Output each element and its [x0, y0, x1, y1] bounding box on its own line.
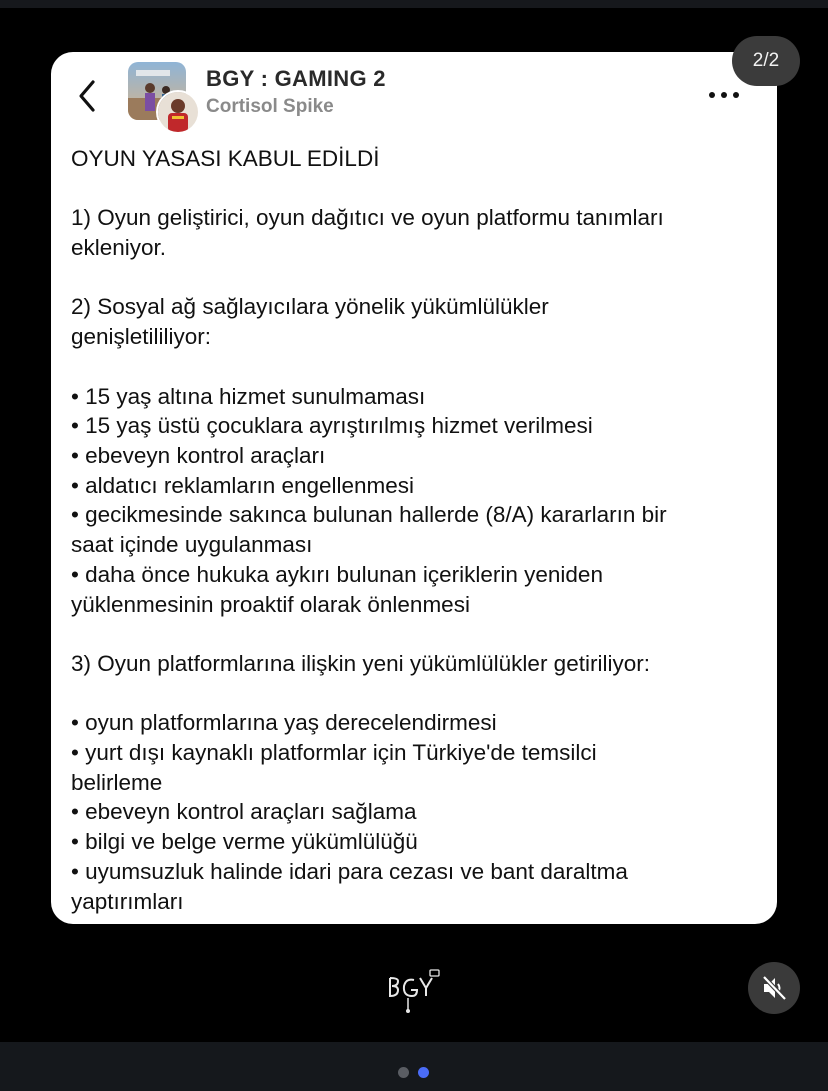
group-name[interactable]: BGY : GAMING 2	[206, 66, 386, 91]
post-line: • uyumsuzluk halinde idari para cezası ve bant daraltma	[71, 858, 628, 884]
post-line: • gecikmesinde sakınca bulunan hallerde (8/A) kararların bir	[71, 502, 667, 528]
user-avatar[interactable]	[156, 90, 200, 134]
back-chevron-icon	[73, 78, 101, 114]
post-line: saat içinde uygulanması	[71, 532, 313, 558]
post-line: genişletililiyor:	[71, 324, 212, 350]
post-line: • ebeveyn kontrol araçları	[71, 442, 326, 468]
pagination-dot-active[interactable]	[418, 1067, 429, 1078]
post-line	[71, 174, 771, 204]
mute-button[interactable]	[748, 962, 800, 1014]
post-line: • ebeveyn kontrol araçları sağlama	[71, 799, 417, 825]
pagination-dot[interactable]	[398, 1067, 409, 1078]
post-line: 3) Oyun platformlarına ilişkin yeni yükümlülükler getiriliyor:	[71, 650, 650, 676]
author-name[interactable]: Cortisol Spike	[206, 96, 334, 117]
post-line: 2) Sosyal ağ sağlayıcılara yönelik yükümlülükler	[71, 294, 549, 320]
slide-counter: 2/2	[732, 36, 800, 86]
top-status-strip	[0, 0, 828, 8]
bgy-logo	[384, 966, 442, 1016]
more-options-icon	[707, 88, 741, 102]
post-line: • oyun platformlarına yaş derecelendirmesi	[71, 710, 497, 736]
post-line: yaptırımları	[71, 888, 184, 914]
post-line: • aldatıcı reklamların engellenmesi	[71, 472, 415, 498]
more-options-button[interactable]	[707, 88, 741, 102]
post-line	[71, 679, 771, 709]
post-line	[71, 352, 771, 382]
post-line	[71, 619, 771, 649]
post-line: 1) Oyun geliştirici, oyun dağıtıcı ve oyun platformu tanımları	[71, 205, 664, 231]
post-line	[71, 263, 771, 293]
post-line: belirleme	[71, 769, 163, 795]
post-line: ekleniyor.	[71, 235, 167, 261]
back-button[interactable]	[73, 78, 101, 114]
post-line: • 15 yaş altına hizmet sunulmaması	[71, 383, 426, 409]
post-line: • yurt dışı kaynaklı platformlar için Türkiye'de temsilci	[71, 739, 597, 765]
post-line: yüklenmesinin proaktif olarak önlenmesi	[71, 591, 470, 617]
post-line: • daha önce hukuka aykırı bulunan içeriklerin yeniden	[71, 561, 603, 587]
post-body	[71, 144, 771, 916]
post-line: • bilgi ve belge verme yükümlülüğü	[71, 829, 418, 855]
post-card	[51, 52, 777, 924]
bottom-bar	[0, 1042, 828, 1091]
post-line: OYUN YASASI KABUL EDİLDİ	[71, 146, 380, 171]
speaker-muted-icon	[760, 974, 788, 1002]
post-line: • 15 yaş üstü çocuklara ayrıştırılmış hizmet verilmesi	[71, 413, 593, 439]
